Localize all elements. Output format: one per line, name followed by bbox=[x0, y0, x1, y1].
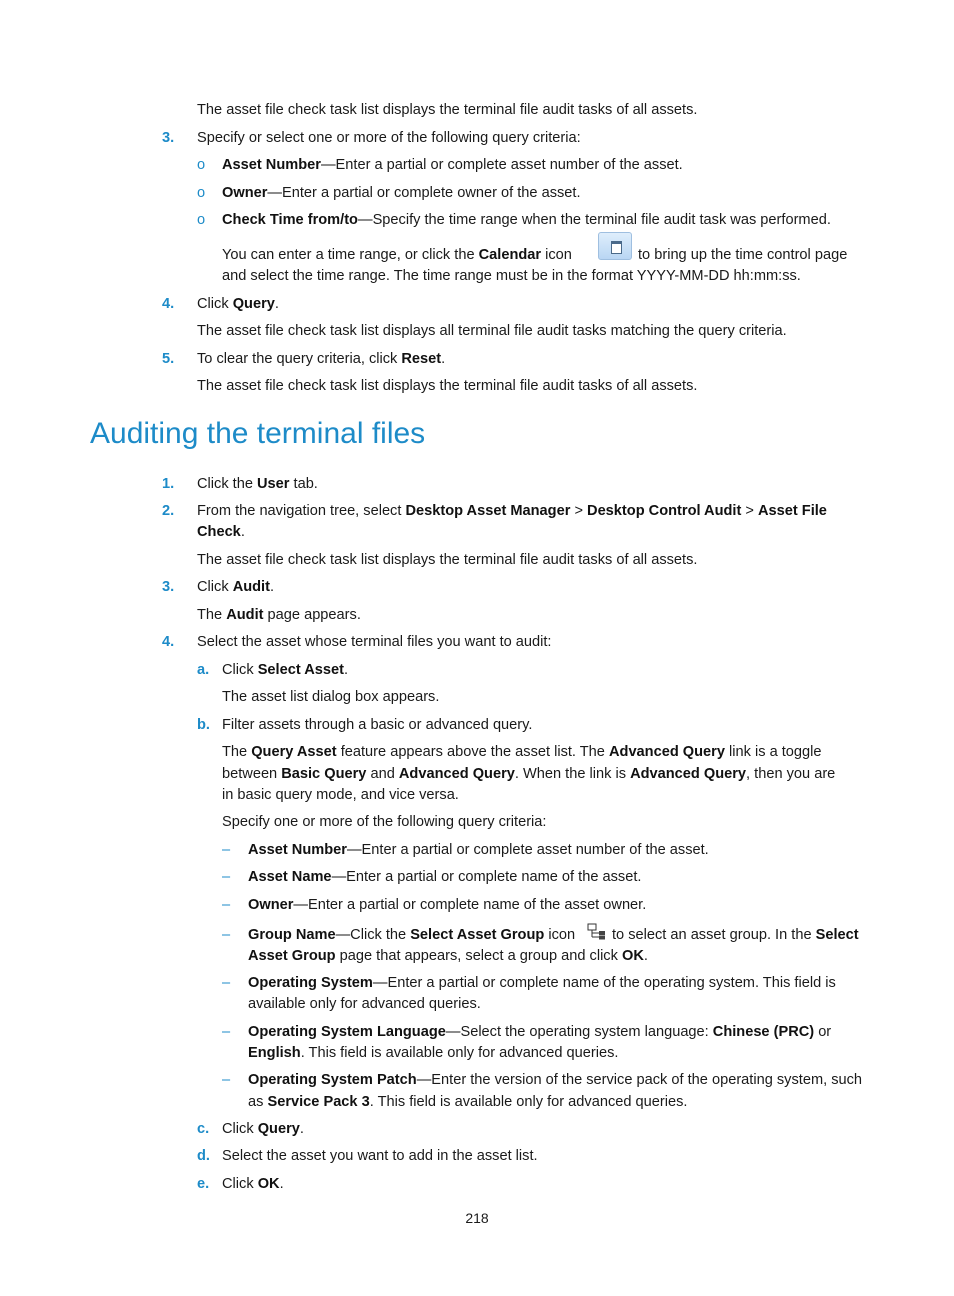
paragraph bbox=[197, 605, 361, 625]
dash-item bbox=[248, 946, 648, 966]
term: Advanced Query bbox=[398, 766, 515, 782]
paragraph bbox=[222, 742, 822, 762]
term: Query bbox=[257, 1121, 300, 1137]
text: > bbox=[741, 503, 758, 519]
step-number: 3. bbox=[162, 579, 175, 595]
dash-marker: – bbox=[222, 1024, 231, 1040]
dash-item bbox=[248, 1022, 831, 1042]
calendar-icon bbox=[598, 232, 632, 260]
text: . bbox=[274, 296, 279, 312]
select-asset-group-icon bbox=[587, 923, 608, 941]
term: Advanced Query bbox=[630, 766, 747, 782]
paragraph: Specify one or more of the following query criteria: bbox=[222, 814, 547, 830]
section-heading: Auditing the terminal files bbox=[90, 417, 426, 450]
substep-text bbox=[222, 1119, 304, 1139]
paragraph: to bring up the time control page bbox=[638, 247, 848, 263]
step-text bbox=[197, 522, 245, 542]
term: User bbox=[257, 476, 290, 492]
text: feature appears above the asset list. The bbox=[336, 744, 609, 760]
definition: —Enter a partial or complete name of the operating system. This field is bbox=[372, 975, 836, 991]
substep-label: b. bbox=[197, 717, 210, 733]
paragraph bbox=[222, 245, 572, 265]
term: Operating System Language bbox=[248, 1024, 446, 1040]
text: . When the link is bbox=[514, 766, 631, 782]
definition: —Enter a partial or complete owner of the asset. bbox=[267, 185, 581, 201]
paragraph: in basic query mode, and vice versa. bbox=[222, 787, 459, 803]
step-text: Specify or select one or more of the following query criteria: bbox=[197, 130, 581, 146]
bullet-item bbox=[222, 210, 831, 230]
text: . bbox=[269, 579, 275, 595]
text: . bbox=[240, 524, 245, 540]
term: Audit bbox=[232, 579, 270, 595]
definition: —Enter a partial or complete asset number of the asset. bbox=[346, 842, 709, 858]
dash-item bbox=[248, 867, 641, 887]
text: The bbox=[222, 744, 252, 760]
step-number: 5. bbox=[162, 351, 175, 367]
term: Basic Query bbox=[281, 766, 367, 782]
dash-marker: – bbox=[222, 869, 231, 885]
term: Asset Group bbox=[248, 948, 336, 964]
text: Click bbox=[222, 1176, 258, 1192]
substep-label: c. bbox=[197, 1121, 210, 1137]
text: between bbox=[222, 766, 282, 782]
dash-marker: – bbox=[222, 897, 231, 913]
bullet-item bbox=[222, 155, 683, 175]
text: From the navigation tree, select bbox=[197, 503, 406, 519]
term: Owner bbox=[222, 185, 268, 201]
text: . This field is available only for advanced queries. bbox=[369, 1094, 688, 1110]
text: Click bbox=[197, 296, 233, 312]
term: Asset Number bbox=[222, 157, 321, 173]
text: . bbox=[441, 351, 446, 367]
dash-item bbox=[248, 840, 709, 860]
text: . bbox=[343, 662, 349, 678]
page-number: 218 bbox=[465, 1210, 489, 1226]
definition: —Enter a partial or complete name of the asset owner. bbox=[293, 897, 647, 913]
dash-item bbox=[248, 973, 836, 993]
paragraph: The asset file check task list displays the terminal file audit tasks of all assets. bbox=[197, 102, 698, 118]
text: link is a toggle bbox=[724, 744, 822, 760]
substep-label: e. bbox=[197, 1176, 210, 1192]
text: —Click the bbox=[335, 927, 411, 943]
definition: —Specify the time range when the terminal file audit task was performed. bbox=[357, 212, 831, 228]
term: Calendar bbox=[478, 247, 542, 263]
text: You can enter a time range, or click the bbox=[222, 247, 479, 263]
paragraph: and select the time range. The time range must be in the format YYYY-MM-DD hh:mm:ss. bbox=[222, 268, 801, 284]
substep-label: d. bbox=[197, 1148, 210, 1164]
step-text bbox=[197, 349, 445, 369]
term: Reset bbox=[401, 351, 442, 367]
dash-item bbox=[248, 1070, 862, 1090]
text: Click bbox=[197, 579, 233, 595]
paragraph bbox=[222, 764, 835, 784]
dash-marker: – bbox=[222, 842, 231, 858]
paragraph: The asset list dialog box appears. bbox=[222, 689, 440, 705]
text: To clear the query criteria, click bbox=[197, 351, 402, 367]
dash-item bbox=[248, 925, 575, 945]
text: tab. bbox=[289, 476, 318, 492]
text: icon bbox=[544, 927, 576, 943]
substep-text: Filter assets through a basic or advanced query. bbox=[222, 717, 533, 733]
step-text bbox=[197, 577, 274, 597]
step-number: 3. bbox=[162, 130, 175, 146]
text: page that appears, select a group and click bbox=[335, 948, 622, 964]
substep-label: a. bbox=[197, 662, 210, 678]
term: Operating System bbox=[248, 975, 373, 991]
step-number: 4. bbox=[162, 634, 175, 650]
term: Chinese (PRC) bbox=[712, 1024, 815, 1040]
step-text bbox=[197, 474, 318, 494]
text: icon bbox=[541, 247, 572, 263]
text: Click the bbox=[197, 476, 258, 492]
step-number: 2. bbox=[162, 503, 175, 519]
step-number: 4. bbox=[162, 296, 175, 312]
term: Group Name bbox=[248, 927, 336, 943]
definition: —Enter a partial or complete name of the asset. bbox=[331, 869, 642, 885]
bullet-item bbox=[222, 183, 581, 203]
text: Click bbox=[222, 662, 258, 678]
paragraph: The asset file check task list displays the terminal file audit tasks of all assets. bbox=[197, 552, 698, 568]
term: English bbox=[248, 1045, 301, 1061]
text: . bbox=[279, 1176, 284, 1192]
text: . bbox=[643, 948, 648, 964]
substep-text: Select the asset you want to add in the asset list. bbox=[222, 1148, 538, 1164]
term: Audit bbox=[226, 607, 264, 623]
term: Asset Name bbox=[248, 869, 332, 885]
definition: —Enter a partial or complete asset number of the asset. bbox=[320, 157, 683, 173]
bullet-marker: o bbox=[197, 157, 206, 173]
term: Select Asset Group bbox=[410, 927, 545, 943]
text: > bbox=[570, 503, 588, 519]
term: Check bbox=[197, 524, 241, 540]
dash-item bbox=[248, 1043, 618, 1063]
paragraph: The asset file check task list displays the terminal file audit tasks of all assets. bbox=[197, 378, 698, 394]
text: —Enter the version of the service pack of the operating system, such bbox=[416, 1072, 863, 1088]
term: OK bbox=[621, 948, 644, 964]
term: Check Time from/to bbox=[222, 212, 358, 228]
dash-marker: – bbox=[222, 927, 231, 943]
dash-item bbox=[248, 1092, 687, 1112]
text: , then you are bbox=[746, 766, 836, 782]
term: Advanced Query bbox=[608, 744, 725, 760]
term: Query bbox=[232, 296, 275, 312]
step-number: 1. bbox=[162, 476, 175, 492]
term: Owner bbox=[248, 897, 294, 913]
term: Asset File bbox=[757, 503, 827, 519]
dash-marker: – bbox=[222, 1072, 231, 1088]
text: to select an asset group. In the bbox=[612, 927, 816, 943]
text: —Select the operating system language: bbox=[445, 1024, 713, 1040]
term: Select bbox=[815, 927, 859, 943]
text: . This field is available only for advanced queries. bbox=[300, 1045, 619, 1061]
bullet-marker: o bbox=[197, 185, 206, 201]
dash-item bbox=[612, 925, 859, 945]
term: Select Asset bbox=[257, 662, 344, 678]
step-text bbox=[197, 501, 827, 521]
term: Asset Number bbox=[248, 842, 347, 858]
text: or bbox=[814, 1024, 832, 1040]
bullet-marker: o bbox=[197, 212, 206, 228]
term: Service Pack 3 bbox=[267, 1094, 370, 1110]
text: as bbox=[248, 1094, 268, 1110]
text: . bbox=[299, 1121, 304, 1137]
dash-item bbox=[248, 895, 646, 915]
term: Operating System Patch bbox=[248, 1072, 417, 1088]
text: The bbox=[197, 607, 227, 623]
step-text: Select the asset whose terminal files you want to audit: bbox=[197, 634, 552, 650]
dash-item: available only for advanced queries. bbox=[248, 996, 481, 1012]
term: OK bbox=[257, 1176, 280, 1192]
substep-text bbox=[222, 1174, 284, 1194]
text: and bbox=[366, 766, 399, 782]
text: Click bbox=[222, 1121, 258, 1137]
term: Query Asset bbox=[251, 744, 337, 760]
step-text bbox=[197, 294, 279, 314]
paragraph: The asset file check task list displays all terminal file audit tasks matching the query criteria. bbox=[197, 323, 787, 339]
dash-marker: – bbox=[222, 975, 231, 991]
substep-text bbox=[222, 660, 348, 680]
term: Desktop Asset Manager bbox=[405, 503, 571, 519]
text: page appears. bbox=[263, 607, 361, 623]
term: Desktop Control Audit bbox=[587, 503, 742, 519]
